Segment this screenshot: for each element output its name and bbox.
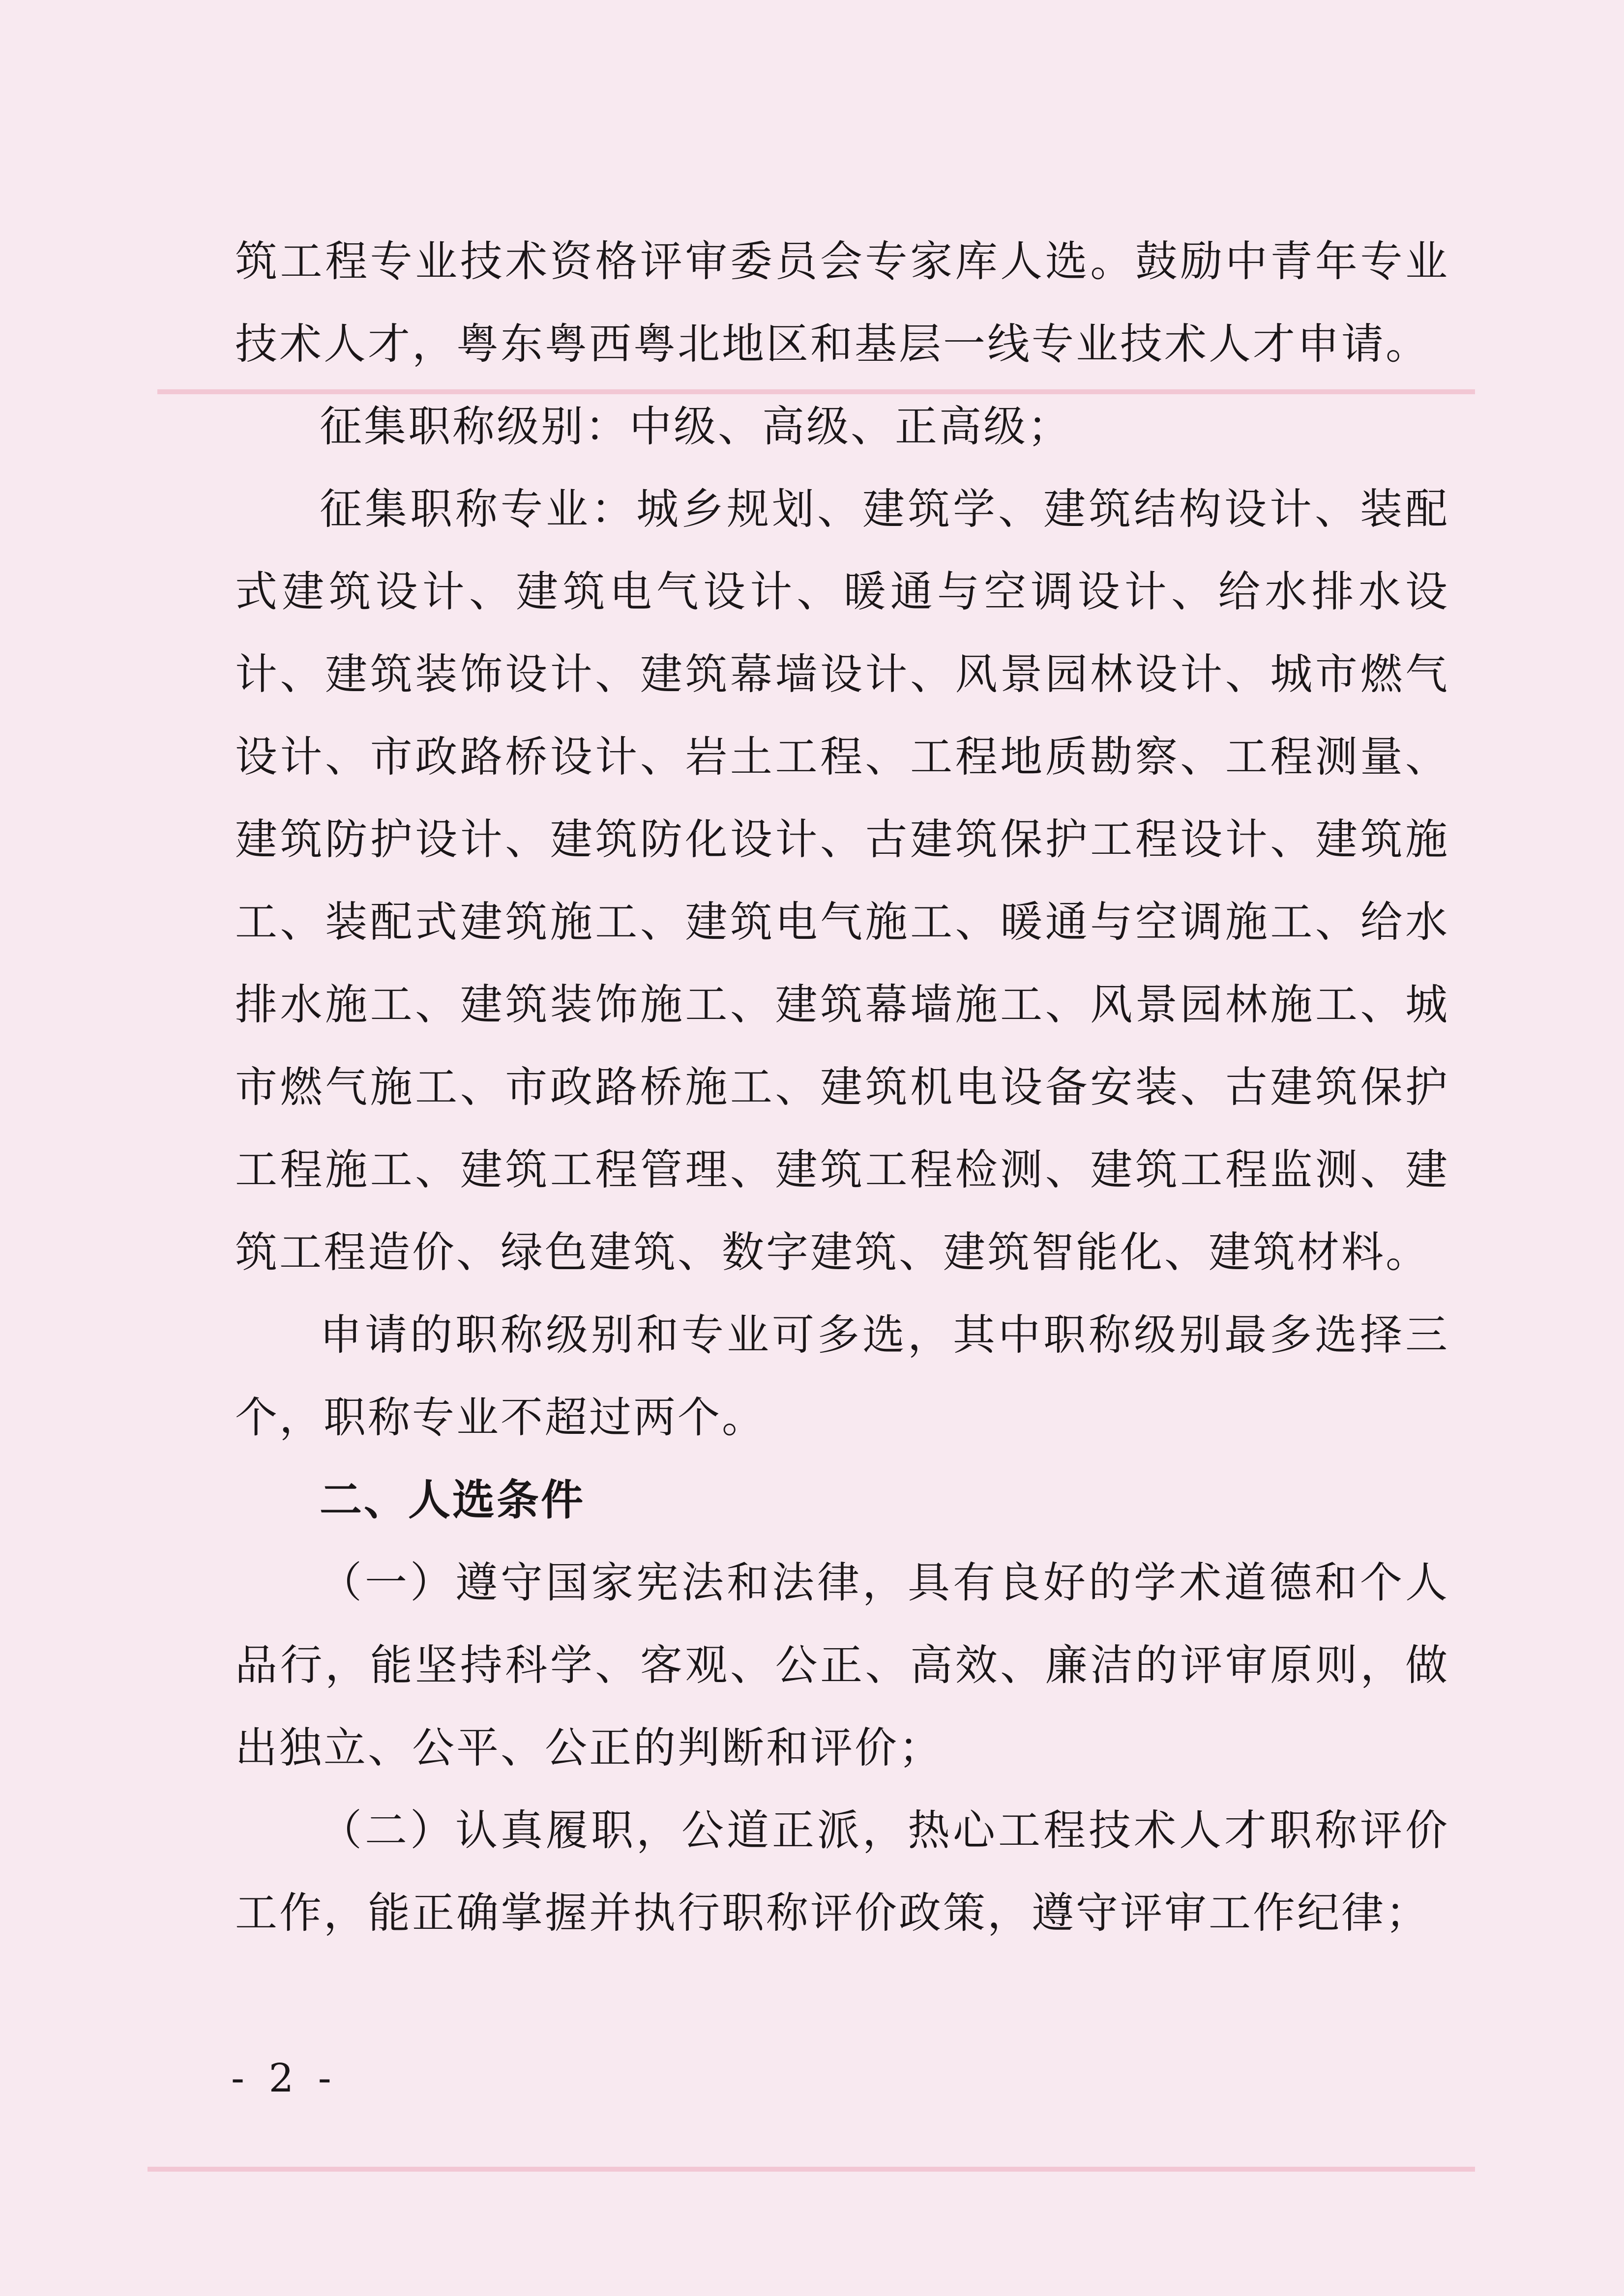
condition-item-1: （一）遵守国家宪法和法律，具有良好的学术道德和个人品行，能坚持科学、客观、公正、高效、廉洁的评审原则，做出独立、公平、公正的判断和评价；: [235, 1558, 1449, 1773]
paragraph-selection-rule: 申请的职称级别和专业可多选，其中职称级别最多选择三个，职称专业不超过两个。: [235, 1310, 1449, 1442]
page-number: - 2 -: [231, 2055, 337, 2101]
paragraph-title-levels: 征集职称级别：中级、高级、正高级；: [320, 402, 1072, 451]
condition-item-2: （二）认真履职，公道正派，热心工程技术人才职称评价工作，能正确掌握并执行职称评价政策，遵守评审工作纪律；: [235, 1806, 1449, 1938]
paragraph-continuation: 筑工程专业技术资格评审委员会专家库人选。鼓励中青年专业技术人才，粤东粤西粤北地区和基层一线专业技术人才申请。: [235, 237, 1449, 369]
document-body: [235, 220, 1449, 1954]
paragraph-title-specialties: 征集职称专业：城乡规划、建筑学、建筑结构设计、装配式建筑设计、建筑电气设计、暖通与空调设计、给水排水设计、建筑装饰设计、建筑幕墙设计、风景园林设计、城市燃气设计、市政路桥设计、岩土工程、工程地质勘察、工程测量、建筑防护设计、建筑防化设计、古建筑保护工程设计、建筑施工、装配式建筑施工、建筑电气施工、暖通与空调施工、给水排水施工、建筑装饰施工、建筑幕墙施工、风景园林施工、城市燃气施工、市政路桥施工、建筑机电设备安装、古建筑保护工程施工、建筑工程管理、建筑工程检测、建筑工程监测、建筑工程造价、绿色建筑、数字建筑、建筑智能化、建筑材料。: [235, 485, 1449, 1277]
section-heading-candidate-conditions: 二、人选条件: [320, 1476, 585, 1525]
bleed-through-rule-bottom: [148, 2167, 1475, 2172]
